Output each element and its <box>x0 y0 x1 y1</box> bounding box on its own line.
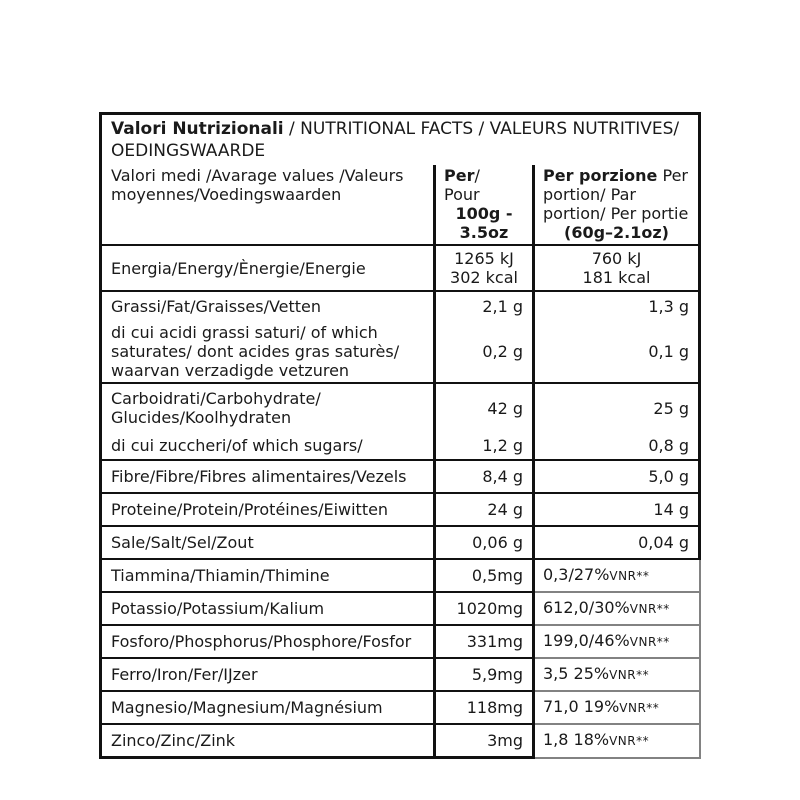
row-carboidrati <box>101 383 700 432</box>
header-portion-cell <box>534 165 700 245</box>
per100-slash: / <box>474 166 480 185</box>
proteine-per100: 24 g <box>435 493 534 526</box>
grassi-per100: 2,1 g <box>435 291 534 321</box>
row-saturi <box>101 321 700 383</box>
potassio-label: Potassio/Potassium/Kalium <box>101 592 435 625</box>
ferro-label: Ferro/Iron/Fer/IJzer <box>101 658 435 691</box>
zinco-label: Zinco/Zinc/Zink <box>101 724 435 758</box>
vnr-note: VNR** <box>619 701 660 715</box>
row-grassi <box>101 291 700 321</box>
per100-bold: Per <box>444 166 475 185</box>
magnesio-label: Magnesio/Magnesium/Magnésium <box>101 691 435 724</box>
zinco-portion: 1,8 18%VNR** <box>534 724 700 758</box>
row-zuccheri <box>101 432 700 460</box>
ferro-portion: 3,5 25%VNR** <box>534 658 700 691</box>
table-title-cell <box>101 114 700 166</box>
proteine-label: Proteine/Protein/Protéines/Eiwitten <box>101 493 435 526</box>
nutrition-label <box>99 112 698 759</box>
vnr-note: VNR** <box>629 635 670 649</box>
fibre-per100: 8,4 g <box>435 460 534 493</box>
vnr-note: VNR** <box>609 668 650 682</box>
fibre-portion: 5,0 g <box>534 460 700 493</box>
per100-line2: Pour <box>444 185 480 204</box>
tiammina-label: Tiammina/Thiamin/Thimine <box>101 559 435 592</box>
row-magnesio <box>101 691 700 724</box>
row-potassio <box>101 592 700 625</box>
row-proteine <box>101 493 700 526</box>
grassi-label: Grassi/Fat/Graisses/Vetten <box>101 291 435 321</box>
portion-size: (60g–2.1oz) <box>564 223 669 242</box>
fibre-label: Fibre/Fibre/Fibres alimentaires/Vezels <box>101 460 435 493</box>
energia-per100: 1265 kJ 302 kcal <box>435 245 534 291</box>
vnr-note: VNR** <box>629 602 670 616</box>
nutrition-table <box>99 112 701 759</box>
sale-per100: 0,06 g <box>435 526 534 559</box>
table-header-row <box>101 165 700 245</box>
title-line2: OEDINGSWAARDE <box>111 141 266 161</box>
zuccheri-label: di cui zuccheri/of which sugars/ <box>101 432 435 460</box>
zuccheri-per100: 1,2 g <box>435 432 534 460</box>
sale-portion: 0,04 g <box>534 526 700 559</box>
potassio-per100: 1020mg <box>435 592 534 625</box>
row-tiammina <box>101 559 700 592</box>
ferro-per100: 5,9mg <box>435 658 534 691</box>
saturi-label: di cui acidi grassi saturi/ of which saturates/ dont acides gras saturès/ waarvan verzadigde vetzuren <box>101 321 435 383</box>
per100-line4: 3.5oz <box>459 223 509 242</box>
header-per100-cell <box>435 165 534 245</box>
vnr-note: VNR** <box>609 734 650 749</box>
zuccheri-portion: 0,8 g <box>534 432 700 460</box>
vnr-note: VNR** <box>609 569 650 583</box>
header-label-cell: Valori medi /Avarage values /Valeurs moyennes/Voedingswaarden <box>101 165 435 245</box>
portion-rest: Per portion/ Par portion/ Per portie <box>543 166 689 223</box>
row-sale <box>101 526 700 559</box>
zinco-per100: 3mg <box>435 724 534 758</box>
per100-line3: 100g - <box>455 204 513 223</box>
table-title-row <box>101 114 700 166</box>
row-ferro <box>101 658 700 691</box>
title-rest: / NUTRITIONAL FACTS / VALEURS NUTRITIVES/ <box>283 119 680 139</box>
saturi-per100: 0,2 g <box>435 321 534 383</box>
magnesio-per100: 118mg <box>435 691 534 724</box>
title-bold: Valori Nutrizionali <box>111 119 284 139</box>
saturi-portion: 0,1 g <box>534 321 700 383</box>
portion-bold: Per porzione <box>543 166 658 185</box>
proteine-portion: 14 g <box>534 493 700 526</box>
row-fibre <box>101 460 700 493</box>
fosforo-portion: 199,0/46%VNR** <box>534 625 700 658</box>
sale-label: Sale/Salt/Sel/Zout <box>101 526 435 559</box>
tiammina-portion: 0,3/27%VNR** <box>534 559 700 592</box>
fosforo-label: Fosforo/Phosphorus/Phosphore/Fosfor <box>101 625 435 658</box>
grassi-portion: 1,3 g <box>534 291 700 321</box>
row-zinco <box>101 724 700 758</box>
energia-portion: 760 kJ 181 kcal <box>534 245 700 291</box>
row-fosforo <box>101 625 700 658</box>
row-energia <box>101 245 700 291</box>
carboidrati-portion: 25 g <box>534 383 700 432</box>
magnesio-portion: 71,0 19%VNR** <box>534 691 700 724</box>
fosforo-per100: 331mg <box>435 625 534 658</box>
carboidrati-per100: 42 g <box>435 383 534 432</box>
potassio-portion: 612,0/30%VNR** <box>534 592 700 625</box>
tiammina-per100: 0,5mg <box>435 559 534 592</box>
carboidrati-label: Carboidrati/Carbohydrate/ Glucides/Koolhydraten <box>101 383 435 432</box>
energia-label: Energia/Energy/Ènergie/Energie <box>101 245 435 291</box>
